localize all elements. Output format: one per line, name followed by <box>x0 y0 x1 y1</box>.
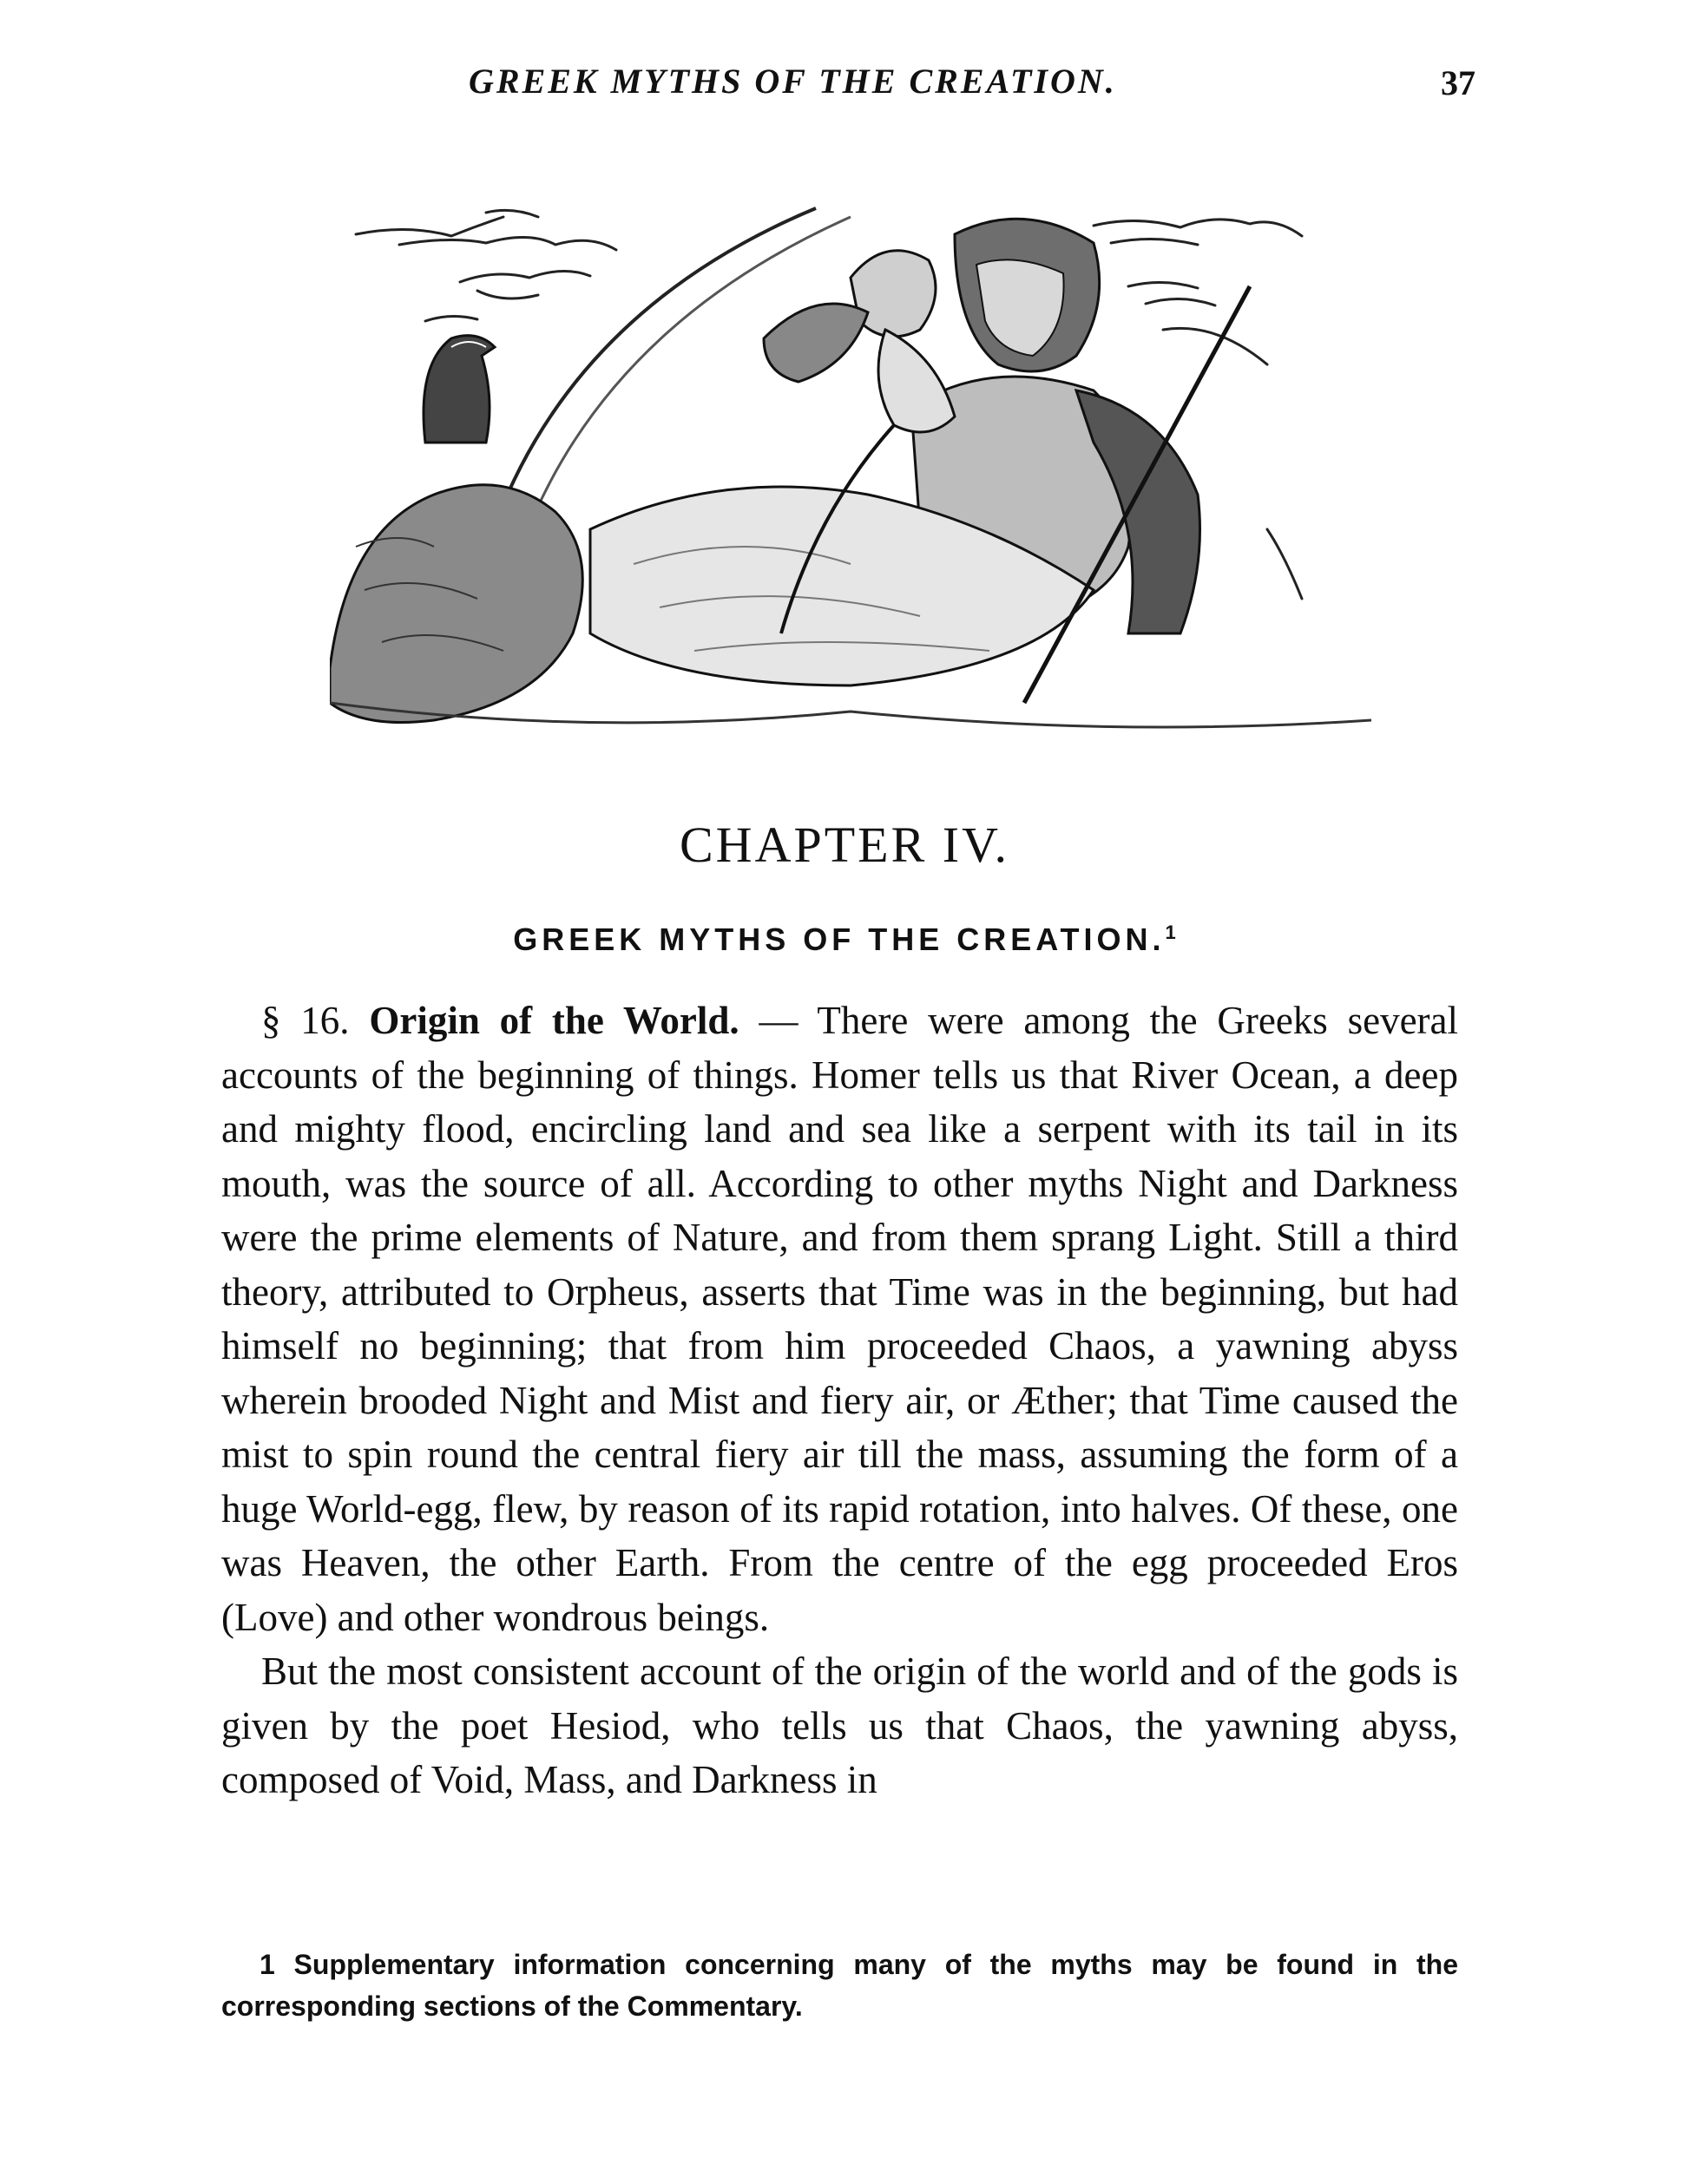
section-title <box>0 921 1689 958</box>
section-mark: § 16. <box>261 999 350 1042</box>
paragraph-origin-of-world <box>221 994 1458 1644</box>
section-title-text: GREEK MYTHS OF THE CREATION. <box>513 921 1166 957</box>
engraving-image <box>330 182 1371 746</box>
running-header <box>451 61 1475 113</box>
page-number: 37 <box>1441 63 1475 102</box>
paragraph-hesiod: But the most consistent account of the origin of the world and of the gods is given by the poet Hesiod, who tells us that Chaos, the yawning abyss, composed of Void, Mass, and Darkness in <box>221 1649 1458 1801</box>
body-text <box>221 994 1458 1807</box>
footnote-marker: 1 <box>260 1949 275 1980</box>
footnote-text: Supplementary information concerning many of the myths may be found in the corresponding sections of the Commentary. <box>221 1949 1458 2022</box>
heading-dash: — <box>739 999 818 1042</box>
rock-mass <box>330 485 582 723</box>
paragraph-heading: Origin of the World. <box>369 999 739 1042</box>
chapter-heading: CHAPTER IV. <box>680 817 1009 873</box>
footnote-ref-marker: 1 <box>1165 921 1176 943</box>
eagle-figure <box>424 336 495 443</box>
footnote <box>221 1944 1458 2027</box>
cloud-strokes-left <box>356 210 616 321</box>
running-title: GREEK MYTHS OF THE CREATION. <box>469 62 1117 101</box>
paragraph-text: There were among the Greeks several accounts of the beginning of things. Homer tells us that River Ocean, a deep and mighty flood, encircling land and sea like a serpent with its tail in its mouth, was the source of all. According to other myths Night and Darkness were the prime elements of Nature, and from them sprang Light. Still a third theory, attributed to Orpheus, asserts that Time was in the beginning, but had himself no beginning; that from him proceeded Chaos, a yawning abyss wherein brooded Night and Mist and fiery air, or Æther; that Time caused the mist to spin round the central fiery air till the mass, assuming the form of a huge World-egg, flew, by reason of its rapid rotation, into halves. Of these, one was Heaven, the other Earth. From the centre of the egg proceeded Eros (Love) and other wondrous beings. <box>221 999 1459 1639</box>
engraving-svg <box>330 182 1371 746</box>
